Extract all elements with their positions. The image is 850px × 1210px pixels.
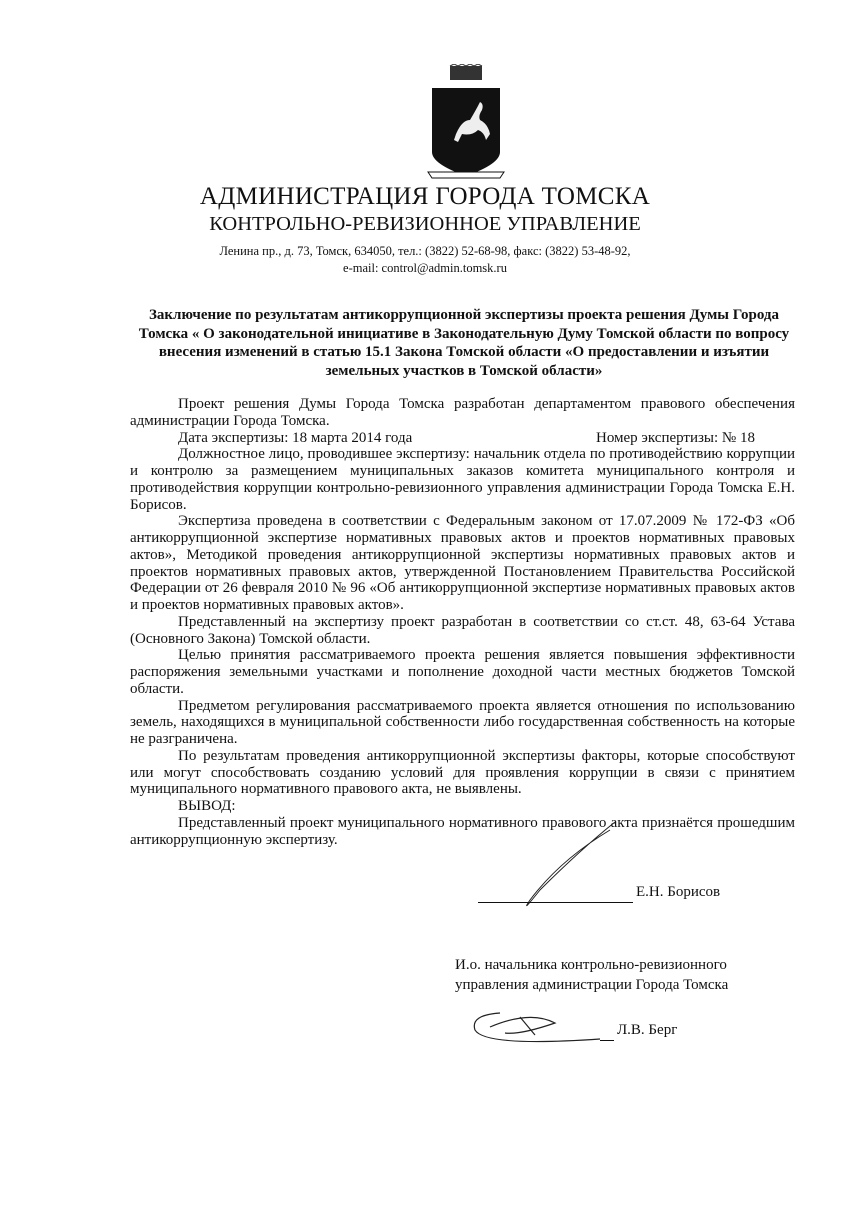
paragraph: Проект решения Думы Города Томска разработан департаментом правового обеспечения администрации Города Томска. xyxy=(130,396,795,429)
signature-berg xyxy=(460,1005,610,1050)
position-line: И.о. начальника контрольно-ревизионного xyxy=(455,957,727,973)
signature-line xyxy=(600,1040,614,1041)
signer-name: Е.Н. Борисов xyxy=(636,884,721,900)
email-line: e-mail: control@admin.tomsk.ru xyxy=(343,261,507,275)
signer-name: Л.В. Берг xyxy=(617,1022,678,1038)
expertise-number: Номер экспертизы: № 18 xyxy=(595,429,755,446)
department-name: КОНТРОЛЬНО-РЕВИЗИОННОЕ УПРАВЛЕНИЕ xyxy=(209,213,641,235)
contact-address xyxy=(0,243,850,277)
conclusion-text: Представленный проект муниципального нормативного правового акта признаётся прошедшим антикоррупционную экспертизу. xyxy=(130,814,795,848)
paragraph: Предметом регулирования рассматриваемого проекта является отношения по использованию земель, находящихся в муниципальной собственности либо государственная собственность на которые не разграничена. xyxy=(130,697,795,747)
signature-line xyxy=(478,902,633,903)
organization-name: АДМИНИСТРАЦИЯ ГОРОДА ТОМСКА xyxy=(199,183,651,210)
paragraph: По результатам проведения антикоррупционной экспертизы факторы, которые способствуют или могут способствовать созданию условий для проявления коррупции в связи с принятием муниципального нормативного правового акта, не выявлены. xyxy=(130,747,795,798)
paragraph: Целью принятия рассматриваемого проекта решения является повышения эффективности распоряжения земельными участками и пополнение доходной части местных бюджетов Томской области. xyxy=(130,647,795,697)
expertise-meta-row xyxy=(130,430,795,447)
paragraph: Должностное лицо, проводившее экспертизу: начальник отдела по противодействию коррупции и контролю за размещением муниципальных заказов комитета муниципального контроля и противодействия коррупции контрольно-ревизионного управления администрации Города Томска Е.Н. Борисов. xyxy=(130,446,795,513)
document-title: Заключение по результатам антикоррупционной экспертизы проекта решения Думы Города Томска « О законодательной инициативе в Законодательную Думу Томской области по вопросу внесения изменений в статью 15.1 Закона Томской области «О предоставлении и изъятии земельных участков в Томской области» xyxy=(138,307,790,379)
signer-position xyxy=(455,955,728,995)
paragraph: Представленный на экспертизу проект разработан в соответствии со ст.ст. 48, 63-64 Устава (Основного Закона) Томской области. xyxy=(130,613,795,647)
expertise-date: Дата экспертизы: 18 марта 2014 года xyxy=(178,429,413,446)
address-line: Ленина пр., д. 73, Томск, 634050, тел.: (3822) 52-68-98, факс: (3822) 53-48-92, xyxy=(219,244,631,258)
conclusion-heading: ВЫВОД: xyxy=(178,798,236,814)
paragraph: Экспертиза проведена в соответствии с Федеральным законом от 17.07.2009 № 172-ФЗ «Об антикоррупционной экспертизе нормативных правовых актов и проектов нормативных правовых актов», Методикой проведения антикоррупционной экспертизы нормативных правовых актов и проектов нормативных правовых актов, утвержденной Постановлением Правительства Российской Федерации от 26 февраля 2010 № 96 «Об антикоррупционной экспертизе нормативных правовых актов и проектов нормативных правовых актов». xyxy=(130,513,795,613)
signature-borisov xyxy=(500,820,630,920)
document-body xyxy=(130,396,795,848)
position-line: управления администрации Города Томска xyxy=(455,977,729,993)
tomsk-coat-of-arms-emblem xyxy=(426,64,506,184)
